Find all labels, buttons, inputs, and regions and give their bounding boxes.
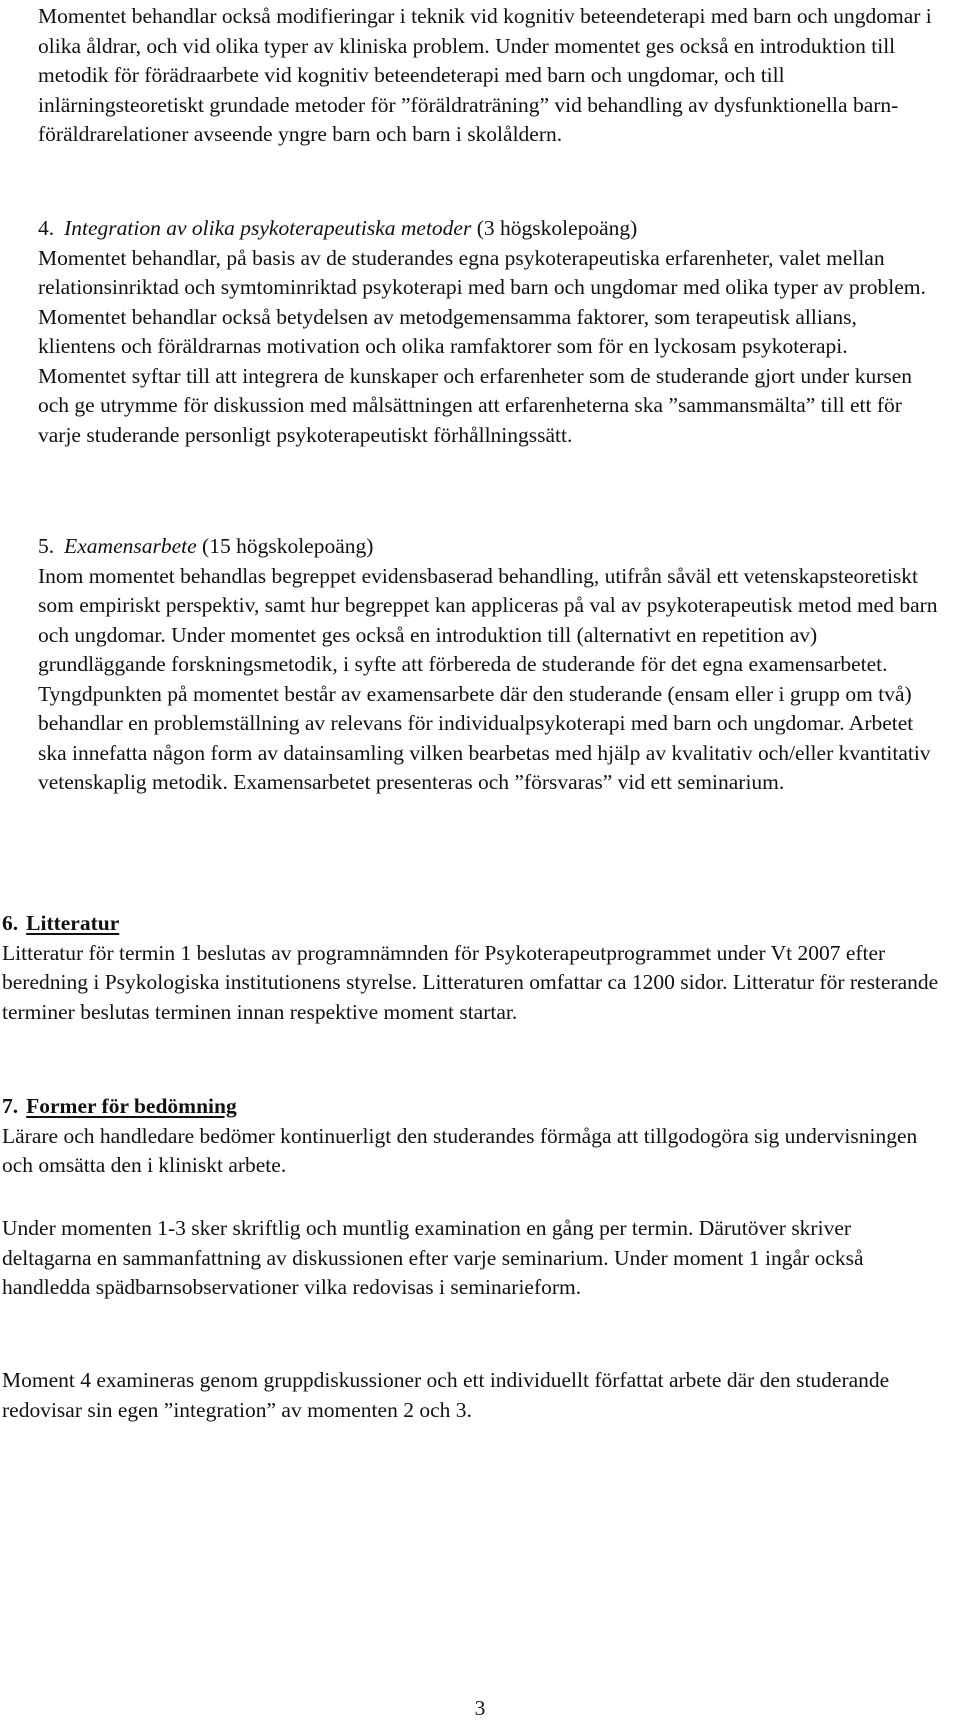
section-7-number: 7.: [2, 1094, 19, 1118]
moment-5-heading: [38, 532, 938, 562]
section-7-text: Lärare och handledare bedömer kontinuerligt den studerandes förmåga att tillgodogöra sig undervisningen och omsätta den i kliniskt arbete.: [2, 1123, 918, 1177]
section-6: [2, 909, 942, 1027]
section-7-paragraph-2: [2, 1214, 942, 1303]
page-number: 3: [474, 1696, 486, 1720]
moment-4-text: Momentet behandlar, på basis av de studerandes egna psykoterapeutiska erfarenheter, valet mellan relationsinriktad och symtominriktad psykoterapi med barn och ungdomar med olika typer av problem. Momentet behandlar också betydelsen av metodgemensamma faktorer, som terapeutisk allians, klientens och föräldrarnas motivation och olika ramfaktorer som för en lyckosam psykoterapi. Momentet syftar till att integrera de kunskaper och erfarenheter som de studerande gjort under kursen och ge utrymme för diskussion med målsättningen att erfarenheterna ska ”sammansmälta” till ett för varje studerande personligt psykoterapeutiskt förhållningssätt.: [38, 245, 926, 447]
moment-4-number: 4.: [38, 216, 55, 240]
section-7: [2, 1092, 942, 1181]
section-6-number: 6.: [2, 911, 19, 935]
moment-4-heading: [38, 214, 938, 244]
intro-paragraph: [38, 2, 938, 150]
moment-5-title: Examensarbete: [64, 534, 197, 558]
moment-5-text: Inom momentet behandlas begreppet evidensbaserad behandling, utifrån såväl ett vetenskapsteoretiskt som empiriskt perspektiv, samt hur begreppet kan appliceras på val av psykoterapeutisk metod med barn och ungdomar. Under momentet ges också en introduktion till (alternativt en repetition av) grundläggande forskningsmetodik, i syfte att förbereda de studerande för det egna examensarbetet. Tyngdpunkten på momentet består av examensarbete där den studerande (ensam eller i grupp om två) behandlar en problemställning av relevans för individualpsykoterapi med barn och ungdomar. Arbetet ska innefatta någon form av datainsamling vilken bearbetas med hjälp av kvalitativ och/eller kvantitativ vetenskaplig metodik. Examensarbetet presenteras och ”försvaras” vid ett seminarium.: [38, 563, 938, 794]
section-7-heading: [2, 1092, 942, 1122]
moment-5: [38, 532, 938, 798]
moment-5-credits: (15 högskolepoäng): [202, 534, 374, 558]
section-7-paragraph-3-text: Moment 4 examineras genom gruppdiskussioner och ett individuellt författat arbete där den studerande redovisar sin egen ”integration” av momenten 2 och 3.: [2, 1368, 890, 1422]
moment-5-number: 5.: [38, 534, 55, 558]
moment-4-title: Integration av olika psykoterapeutiska metoder: [64, 216, 472, 240]
section-6-title: Litteratur: [26, 911, 120, 935]
moment-4: [38, 214, 938, 450]
moment-4-credits: (3 högskolepoäng): [476, 216, 638, 240]
section-6-text: Litteratur för termin 1 beslutas av programnämnden för Psykoterapeutprogrammet under Vt 2007 efter beredning i Psykologiska institutionens styrelse. Litteraturen omfattar ca 1200 sidor. Litteratur för resterande terminer beslutas terminen innan respektive moment startar.: [2, 940, 939, 1024]
section-7-title: Former för bedömning: [26, 1094, 237, 1118]
intro-text: Momentet behandlar också modifieringar i teknik vid kognitiv beteendeterapi med barn och ungdomar i olika åldrar, och vid olika typer av kliniska problem. Under momentet ges också en introduktion till metodik för förädraarbete vid kognitiv beteendeterapi med barn och ungdomar, och till inlärningsteoretiskt grundade metoder för ”föräldraträning” vid behandling av dysfunktionella barn-föräldrarelationer avseende yngre barn och barn i skolåldern.: [38, 4, 932, 146]
section-6-heading: [2, 909, 942, 939]
section-7-paragraph-3: [2, 1366, 942, 1425]
section-7-paragraph-2-text: Under momenten 1-3 sker skriftlig och muntlig examination en gång per termin. Därutöver skriver deltagarna en sammanfattning av diskussionen efter varje seminarium. Under moment 1 ingår också handledda spädbarnsobservationer vilka redovisas i seminarieform.: [2, 1216, 864, 1299]
